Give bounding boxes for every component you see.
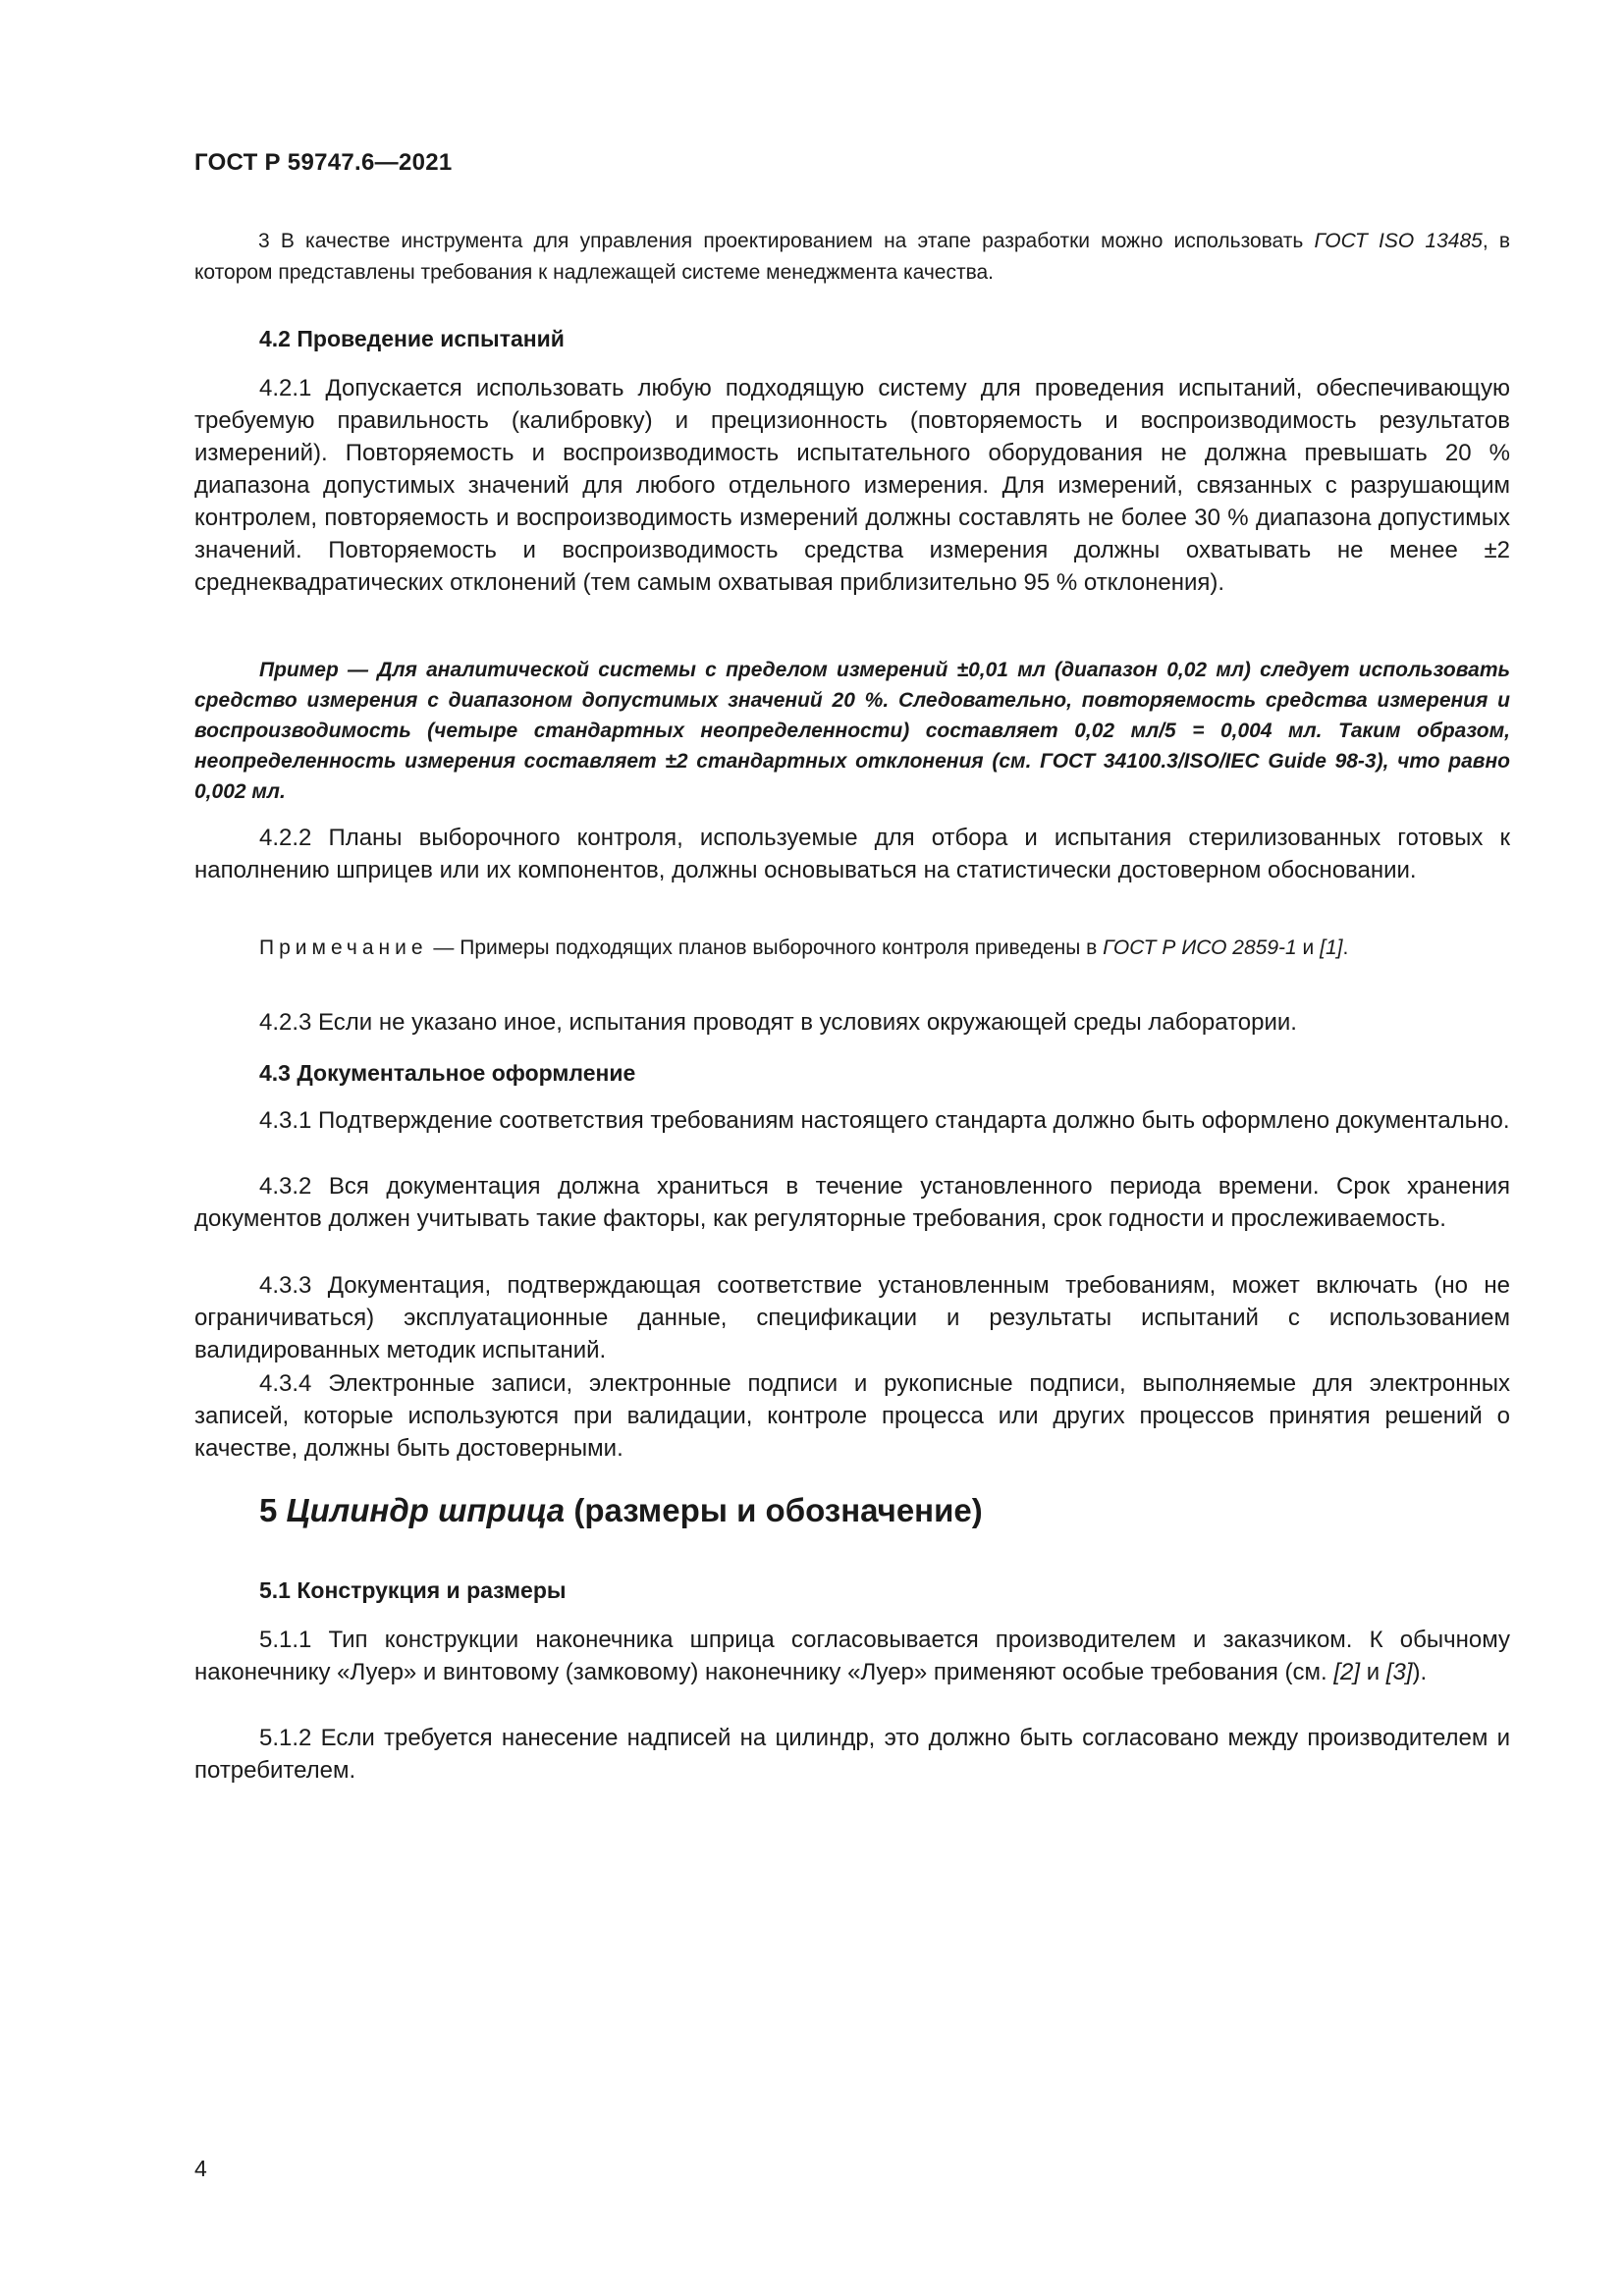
paragraph-5-1-1: 5.1.1 Тип конструкции наконечника шприца согласовывается производителем и заказчиком. К обычному наконечнику «Луер» и винтовому (замковому) наконечнику «Луер» применяют особые требования (см. [2] и [3]). <box>194 1627 1510 1685</box>
section-5-title-italic: Цилиндр шприца <box>286 1492 566 1528</box>
paragraph-4-3-1: 4.3.1 Подтверждение соответствия требованиям настоящего стандарта должно быть оформлено документально. <box>259 1107 1510 1134</box>
note-label: Примечание <box>259 936 428 959</box>
paragraph-4-2-1: 4.2.1 Допускается использовать любую подходящую систему для проведения испытаний, обеспечивающую требуемую правильность (калибровку) и прецизионность (повторяемость и воспроизводимость результатов измерений). Повторяемость и воспроизводимость испытательного оборудования не должна превышать 20 % диапазона допустимых значений для любого отдельного измерения. Для измерений, связанных с разрушающим контролем, повторяемость и воспроизводимость измерений должны составлять не более 30 % диапазона допустимых значений. Повторяемость и воспроизводимость средства измерения должны охватывать не менее ±2 среднеквадратических отклонений (тем самым охватывая приблизительно 95 % отклонения). <box>194 375 1510 596</box>
paragraph-4-3-2: 4.3.2 Вся документация должна храниться в течение установленного периода времени. Срок хранения документов должен учитывать такие факторы, как регуляторные требования, срок годности и прослеживаемость. <box>194 1173 1510 1232</box>
reference-gost-iso-13485: ГОСТ ISO 13485 <box>1314 230 1483 252</box>
paragraph-5-1-2: 5.1.2 Если требуется нанесение надписей на цилиндр, это должно быть согласовано между производителем и потребителем. <box>194 1725 1510 1784</box>
heading-4-3: 4.3 Документальное оформление <box>259 1060 636 1086</box>
document-code-header: ГОСТ Р 59747.6—2021 <box>194 149 453 176</box>
example-block: Пример — Для аналитической системы с пределом измерений ±0,01 мл (диапазон 0,02 мл) следует использовать средство измерения с диапазоном допустимых значений 20 %. Следовательно, повторяемость средства измерения и воспроизводимость (четыре стандартных неопределенности) составляет 0,02 мл/5 = 0,004 мл. Таким образом, неопределенность измерения составляет ±2 стандартных отклонения (см. ГОСТ 34100.3/ISO/IEC Guide 98-3), что равно 0,002 мл. <box>194 659 1510 803</box>
page-number: 4 <box>194 2156 207 2181</box>
reference-gost-r-iso-2859-1: ГОСТ Р ИСО 2859-1 <box>1103 936 1297 959</box>
heading-section-5: 5 Цилиндр шприца (размеры и обозначение) <box>259 1492 983 1528</box>
reference-bibliography-2: [2] <box>1333 1659 1361 1685</box>
heading-4-2: 4.2 Проведение испытаний <box>259 326 565 351</box>
note-4-2-2: Примечание — Примеры подходящих планов выборочного контроля приведены в ГОСТ Р ИСО 2859-1 и [1]. <box>259 936 1349 959</box>
note-3: 3 В качестве инструмента для управления проектированием на этапе разработки можно использовать ГОСТ ISO 13485, в котором представлены требования к надлежащей системе менеджмента качества. <box>194 230 1510 284</box>
reference-bibliography-3: [3] <box>1385 1659 1413 1685</box>
heading-5-1: 5.1 Конструкция и размеры <box>259 1577 567 1603</box>
paragraph-4-2-3: 4.2.3 Если не указано иное, испытания проводят в условиях окружающей среды лаборатории. <box>259 1009 1297 1036</box>
paragraph-4-2-2: 4.2.2 Планы выборочного контроля, используемые для отбора и испытания стерилизованных готовых к наполнению шприцев или их компонентов, должны основываться на статистически достоверном обосновании. <box>194 825 1510 883</box>
paragraph-4-3-4: 4.3.4 Электронные записи, электронные подписи и рукописные подписи, выполняемые для электронных записей, которые используются при валидации, контроле процесса или других процессов принятия решений о качестве, должны быть достоверными. <box>194 1370 1510 1462</box>
paragraph-4-3-3: 4.3.3 Документация, подтверждающая соответствие установленным требованиям, может включать (но не ограничиваться) эксплуатационные данные, спецификации и результаты испытаний с использованием валидированных методик испытаний. <box>194 1272 1510 1363</box>
reference-bibliography-1: [1] <box>1320 936 1343 959</box>
